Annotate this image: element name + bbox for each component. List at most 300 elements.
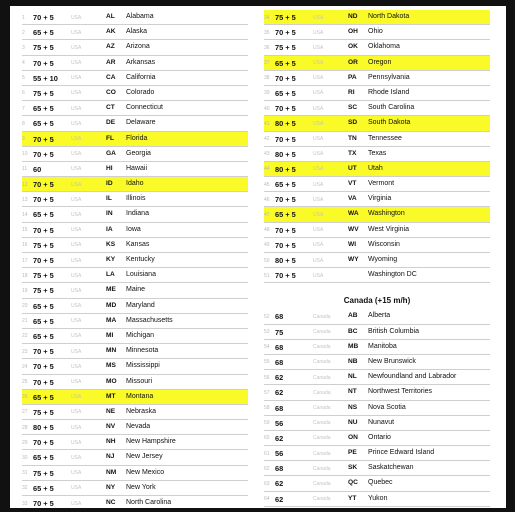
country-label: Canada — [313, 344, 331, 351]
region-name: Wisconsin — [368, 240, 400, 248]
speed-limit: 80 + 5 — [275, 164, 296, 174]
speed-limit: 80 + 5 — [275, 256, 296, 265]
usa-table-right-rows — [264, 10, 490, 283]
country-label: USA — [71, 14, 82, 21]
region-code: WI — [348, 240, 357, 248]
speed-limit: 70 + 5 — [33, 195, 54, 205]
row-number: 4 — [22, 60, 25, 67]
row-number: 34 — [264, 14, 270, 21]
speed-limit: 65 + 5 — [33, 210, 54, 220]
country-label: USA — [71, 151, 82, 158]
country-label: USA — [71, 136, 82, 142]
table-row — [22, 238, 248, 253]
country-label: USA — [71, 166, 82, 173]
speed-limit: 70 + 5 — [275, 195, 296, 205]
table-row — [264, 325, 490, 340]
region-name: Indiana — [126, 210, 149, 218]
country-label: USA — [71, 75, 82, 82]
row-number: 37 — [264, 60, 270, 67]
table-row — [264, 132, 490, 147]
region-code: NC — [106, 499, 116, 506]
row-number: 27 — [22, 409, 28, 416]
region-name: Michigan — [126, 331, 155, 339]
region-code: ME — [106, 286, 116, 294]
speed-limit: 65 + 5 — [33, 104, 54, 114]
region-code: AZ — [106, 43, 115, 51]
speed-limit: 68 — [275, 464, 284, 474]
speed-limit: 70 + 5 — [275, 134, 296, 144]
table-row — [264, 253, 490, 268]
region-name: North Carolina — [126, 499, 172, 506]
region-name: New Hampshire — [126, 438, 176, 446]
table-row — [264, 86, 490, 101]
region-name: Missouri — [126, 377, 153, 385]
region-code: UT — [348, 164, 357, 172]
region-code: MO — [106, 377, 117, 385]
country-label: USA — [71, 485, 82, 492]
table-row — [264, 147, 490, 162]
region-code: FL — [106, 134, 115, 142]
table-row — [22, 420, 248, 435]
region-code: TN — [348, 134, 357, 142]
country-label: USA — [71, 29, 82, 36]
region-code: NH — [106, 438, 116, 446]
row-number: 23 — [22, 348, 28, 355]
region-code: HI — [106, 164, 113, 172]
region-code: IN — [106, 210, 113, 218]
row-number: 61 — [264, 450, 270, 457]
region-name: New Mexico — [126, 468, 165, 476]
country-label: USA — [71, 272, 82, 279]
region-code: SC — [348, 104, 358, 112]
region-name: Maryland — [126, 301, 155, 309]
country-label: USA — [71, 470, 82, 477]
country-label: USA — [71, 409, 82, 416]
usa-table-right — [264, 10, 490, 507]
table-row — [22, 192, 248, 207]
speed-limit: 70 + 5 — [33, 13, 54, 22]
table-row — [264, 370, 490, 385]
region-name: Iowa — [126, 225, 141, 233]
country-label: USA — [71, 181, 82, 188]
country-label: USA — [313, 14, 324, 21]
country-label: Canada — [313, 496, 331, 503]
row-number: 8 — [22, 120, 25, 127]
table-row — [264, 25, 490, 40]
country-label: USA — [71, 363, 82, 370]
region-name: South Carolina — [368, 104, 415, 112]
region-name: Georgia — [126, 149, 151, 157]
region-code: GA — [106, 149, 116, 157]
country-label: USA — [313, 166, 324, 173]
country-label: USA — [71, 242, 82, 249]
table-row — [264, 340, 490, 355]
country-label: Canada — [313, 359, 331, 366]
speed-limit: 65 + 5 — [33, 316, 54, 326]
region-name: Alabama — [126, 13, 154, 20]
region-name: Alberta — [368, 312, 391, 320]
country-label: USA — [71, 196, 82, 203]
region-name: Connecticut — [126, 104, 163, 112]
speed-limit: 62 — [275, 479, 284, 489]
row-number: 2 — [22, 29, 25, 36]
country-label: Canada — [313, 389, 331, 396]
row-number: 3 — [22, 44, 25, 51]
region-code: MA — [106, 316, 117, 324]
table-row — [264, 476, 490, 491]
speed-limit: 70 + 5 — [33, 134, 54, 144]
speed-limit: 68 — [275, 403, 284, 413]
country-label: USA — [313, 272, 324, 279]
speed-limit: 62 — [275, 494, 284, 504]
country-label: USA — [313, 29, 324, 36]
region-name: New Brunswick — [368, 357, 416, 365]
speed-limit: 65 + 5 — [33, 331, 54, 341]
country-label: USA — [71, 257, 82, 264]
region-code: NM — [106, 468, 117, 476]
speed-limit: 75 — [275, 327, 284, 337]
country-label: USA — [71, 227, 82, 234]
country-label: USA — [313, 196, 324, 203]
country-label: USA — [71, 211, 82, 218]
country-label: USA — [71, 287, 82, 294]
canada-table — [264, 309, 490, 506]
table-row — [264, 192, 490, 207]
speed-limit: 65 + 5 — [33, 392, 54, 402]
row-number: 36 — [264, 44, 270, 51]
table-row — [22, 496, 248, 508]
row-number: 31 — [22, 470, 28, 477]
table-row — [264, 446, 490, 461]
region-name: Newfoundland and Labrador — [368, 373, 457, 381]
row-number: 28 — [22, 424, 28, 431]
country-label: USA — [71, 120, 82, 127]
row-number: 38 — [264, 75, 270, 82]
speed-limit: 70 + 5 — [33, 149, 54, 159]
country-label: USA — [71, 379, 82, 385]
speed-limit: 65 + 5 — [33, 453, 54, 463]
table-row — [22, 56, 248, 71]
region-name: Rhode Island — [368, 88, 410, 96]
table-row — [264, 101, 490, 116]
row-number: 6 — [22, 90, 25, 97]
table-row — [264, 431, 490, 446]
table-row — [22, 450, 248, 465]
region-code: MD — [106, 301, 117, 309]
speed-limit: 70 + 5 — [33, 377, 54, 387]
table-row — [22, 481, 248, 496]
table-row — [264, 401, 490, 416]
speed-limit: 65 + 5 — [33, 301, 54, 311]
row-number: 30 — [22, 454, 28, 461]
speed-limit: 75 + 5 — [33, 88, 54, 98]
row-number: 47 — [264, 211, 270, 218]
row-number: 10 — [22, 151, 28, 158]
region-code: NL — [348, 373, 357, 381]
region-name: Mississippi — [126, 362, 160, 370]
table-row — [22, 40, 248, 55]
country-label: USA — [71, 439, 82, 446]
table-row — [22, 405, 248, 420]
speed-limit: 70 + 5 — [33, 438, 54, 448]
table-row — [264, 238, 490, 253]
table-row — [264, 309, 490, 324]
region-name: New Jersey — [126, 453, 163, 461]
speed-limit: 56 — [275, 449, 284, 459]
region-code: MB — [348, 342, 359, 350]
region-code: OR — [348, 58, 358, 66]
country-label: Canada — [313, 435, 331, 442]
row-number: 35 — [264, 29, 270, 36]
region-code: KS — [106, 240, 116, 248]
table-row — [22, 268, 248, 283]
row-number: 40 — [264, 105, 270, 112]
region-code: CO — [106, 88, 116, 96]
region-code: KY — [106, 256, 116, 263]
row-number: 45 — [264, 181, 270, 188]
region-name: Virginia — [368, 195, 392, 203]
speed-limit: 75 + 5 — [33, 271, 54, 281]
region-name: Nebraska — [126, 407, 156, 415]
speed-limit: 70 + 5 — [33, 362, 54, 372]
region-code: VT — [348, 180, 357, 188]
region-name: Oregon — [368, 58, 392, 66]
region-name: South Dakota — [368, 119, 411, 127]
row-number: 55 — [264, 359, 270, 366]
region-code: PE — [348, 449, 357, 457]
speed-limit: 70 + 5 — [275, 73, 296, 83]
region-code: NE — [106, 407, 116, 415]
speed-limit: 70 + 5 — [33, 256, 54, 265]
table-row — [22, 10, 248, 25]
country-label: USA — [313, 181, 324, 188]
country-label: Canada — [313, 450, 331, 457]
row-number: 13 — [22, 196, 28, 203]
table-row — [264, 268, 490, 283]
row-number: 26 — [22, 394, 28, 401]
row-number: 1 — [22, 14, 25, 21]
table-row — [264, 461, 490, 476]
speed-limit: 70 + 5 — [275, 240, 296, 250]
country-label: Canada — [313, 374, 331, 381]
region-code: MN — [106, 347, 117, 355]
row-number: 54 — [264, 344, 270, 351]
region-code: CA — [106, 73, 116, 81]
row-number: 59 — [264, 420, 270, 427]
region-code: LA — [106, 271, 115, 279]
table-row — [264, 416, 490, 431]
region-name: New York — [126, 483, 156, 491]
region-name: Tennessee — [368, 134, 402, 142]
row-number: 53 — [264, 329, 270, 336]
region-name: Montana — [126, 392, 154, 400]
country-label: USA — [71, 500, 82, 507]
speed-limit: 65 + 5 — [275, 88, 296, 98]
region-name: British Columbia — [368, 327, 419, 335]
speed-limit: 62 — [275, 373, 284, 383]
region-name: Arizona — [126, 43, 150, 51]
region-name: Northwest Territories — [368, 388, 433, 396]
table-row — [22, 101, 248, 116]
speed-limit: 70 + 5 — [33, 225, 54, 235]
region-code: SD — [348, 119, 358, 127]
speed-limit: 68 — [275, 312, 284, 322]
region-code: BC — [348, 327, 358, 335]
speed-limit: 56 — [275, 418, 284, 428]
country-label: USA — [71, 60, 82, 67]
region-name: Utah — [368, 164, 383, 172]
table-row — [22, 207, 248, 222]
speed-limit: 75 + 5 — [33, 468, 54, 478]
region-code: IA — [106, 225, 113, 233]
table-row — [264, 355, 490, 370]
region-code: ND — [348, 13, 358, 20]
table-row — [22, 86, 248, 101]
region-name: California — [126, 73, 156, 81]
row-number: 48 — [264, 227, 270, 234]
region-code: WA — [348, 210, 359, 218]
speed-limit: 75 + 5 — [275, 13, 296, 22]
country-label: USA — [71, 44, 82, 51]
speed-limit: 80 + 5 — [275, 149, 296, 159]
table-row — [22, 223, 248, 238]
row-number: 56 — [264, 374, 270, 381]
table-row — [22, 329, 248, 344]
country-label: USA — [71, 105, 82, 112]
region-code: MT — [106, 392, 116, 400]
region-code: AK — [106, 28, 116, 36]
row-number: 46 — [264, 196, 270, 203]
region-code: AB — [348, 312, 358, 320]
region-name: Louisiana — [126, 271, 156, 279]
region-code: NY — [106, 483, 116, 491]
region-code: VA — [348, 195, 357, 203]
country-label: USA — [313, 257, 324, 264]
table-row — [264, 40, 490, 55]
region-code: CT — [106, 104, 115, 112]
table-row — [22, 253, 248, 268]
speed-limit: 70 + 5 — [33, 180, 54, 190]
region-name: Alaska — [126, 28, 148, 36]
speed-limit: 65 + 5 — [275, 180, 296, 190]
row-number: 64 — [264, 496, 270, 503]
table-row — [22, 344, 248, 359]
speed-limit: 68 — [275, 357, 284, 367]
speed-limit: 70 + 5 — [275, 104, 296, 114]
region-name: Colorado — [126, 88, 155, 96]
table-row — [22, 25, 248, 40]
table-row — [264, 116, 490, 131]
table-row — [22, 390, 248, 405]
region-name: West Virginia — [368, 225, 409, 233]
country-label: USA — [313, 136, 324, 142]
row-number: 19 — [22, 287, 28, 294]
row-number: 16 — [22, 242, 28, 249]
region-code: AL — [106, 13, 115, 20]
region-code: NT — [348, 388, 357, 396]
region-name: Washington — [368, 210, 405, 218]
row-number: 29 — [22, 439, 28, 446]
region-name: Minnesota — [126, 347, 159, 355]
country-label: USA — [313, 75, 324, 82]
region-name: Vermont — [368, 180, 395, 188]
table-row — [22, 283, 248, 298]
row-number: 62 — [264, 465, 270, 472]
speed-limit: 62 — [275, 433, 284, 443]
speed-limit: 70 + 5 — [275, 225, 296, 235]
row-number: 33 — [22, 500, 28, 507]
region-name: Massachusetts — [126, 316, 173, 324]
table-row — [264, 492, 490, 507]
table-row — [22, 466, 248, 481]
table-row — [22, 359, 248, 374]
region-code: ON — [348, 433, 358, 441]
region-name: Yukon — [368, 494, 388, 502]
region-code: YT — [348, 494, 357, 502]
table-row — [22, 314, 248, 329]
region-code: QC — [348, 479, 358, 487]
region-name: Nova Scotia — [368, 403, 406, 411]
region-name: Illinois — [126, 195, 146, 203]
table-row — [264, 71, 490, 86]
canada-section-title: Canada (+15 m/h) — [343, 296, 411, 306]
region-name: Nunavut — [368, 418, 395, 426]
table-row — [22, 177, 248, 192]
region-code: IL — [106, 195, 112, 203]
table-row — [22, 299, 248, 314]
region-code: DE — [106, 119, 116, 127]
table-row — [22, 375, 248, 390]
country-label: USA — [313, 44, 324, 51]
region-code: SK — [348, 464, 358, 472]
region-name: Texas — [368, 149, 387, 157]
row-number: 58 — [264, 405, 270, 411]
region-code: PA — [348, 73, 357, 81]
region-code: NS — [348, 403, 358, 411]
usa-table-left — [22, 10, 248, 508]
row-number: 20 — [22, 303, 28, 310]
region-code: RI — [348, 88, 355, 96]
country-label: Canada — [313, 329, 331, 336]
region-name: Quebec — [368, 479, 393, 487]
region-name: North Dakota — [368, 13, 410, 20]
table-row — [22, 132, 248, 147]
region-name: Manitoba — [368, 342, 397, 350]
speed-limit: 70 + 5 — [275, 271, 296, 281]
row-number: 44 — [264, 166, 270, 173]
row-number: 42 — [264, 136, 270, 142]
region-code: ID — [106, 180, 113, 188]
region-name: Ontario — [368, 433, 391, 441]
region-name: Ohio — [368, 28, 383, 36]
speed-limit: 75 + 5 — [275, 43, 296, 53]
table-row — [22, 435, 248, 450]
speed-limit: 65 + 5 — [33, 28, 54, 38]
document-page — [10, 6, 506, 508]
region-code: MI — [106, 331, 114, 339]
region-code: TX — [348, 149, 357, 157]
region-name: Idaho — [126, 180, 144, 188]
region-name: Washington DC — [368, 271, 417, 279]
row-number: 15 — [22, 227, 28, 234]
speed-limit: 65 + 5 — [33, 119, 54, 129]
table-row — [264, 177, 490, 192]
region-code: NV — [106, 423, 116, 431]
speed-limit: 70 + 5 — [33, 58, 54, 68]
region-code: NU — [348, 418, 358, 426]
region-name: Hawaii — [126, 164, 148, 172]
row-number: 7 — [22, 105, 25, 112]
